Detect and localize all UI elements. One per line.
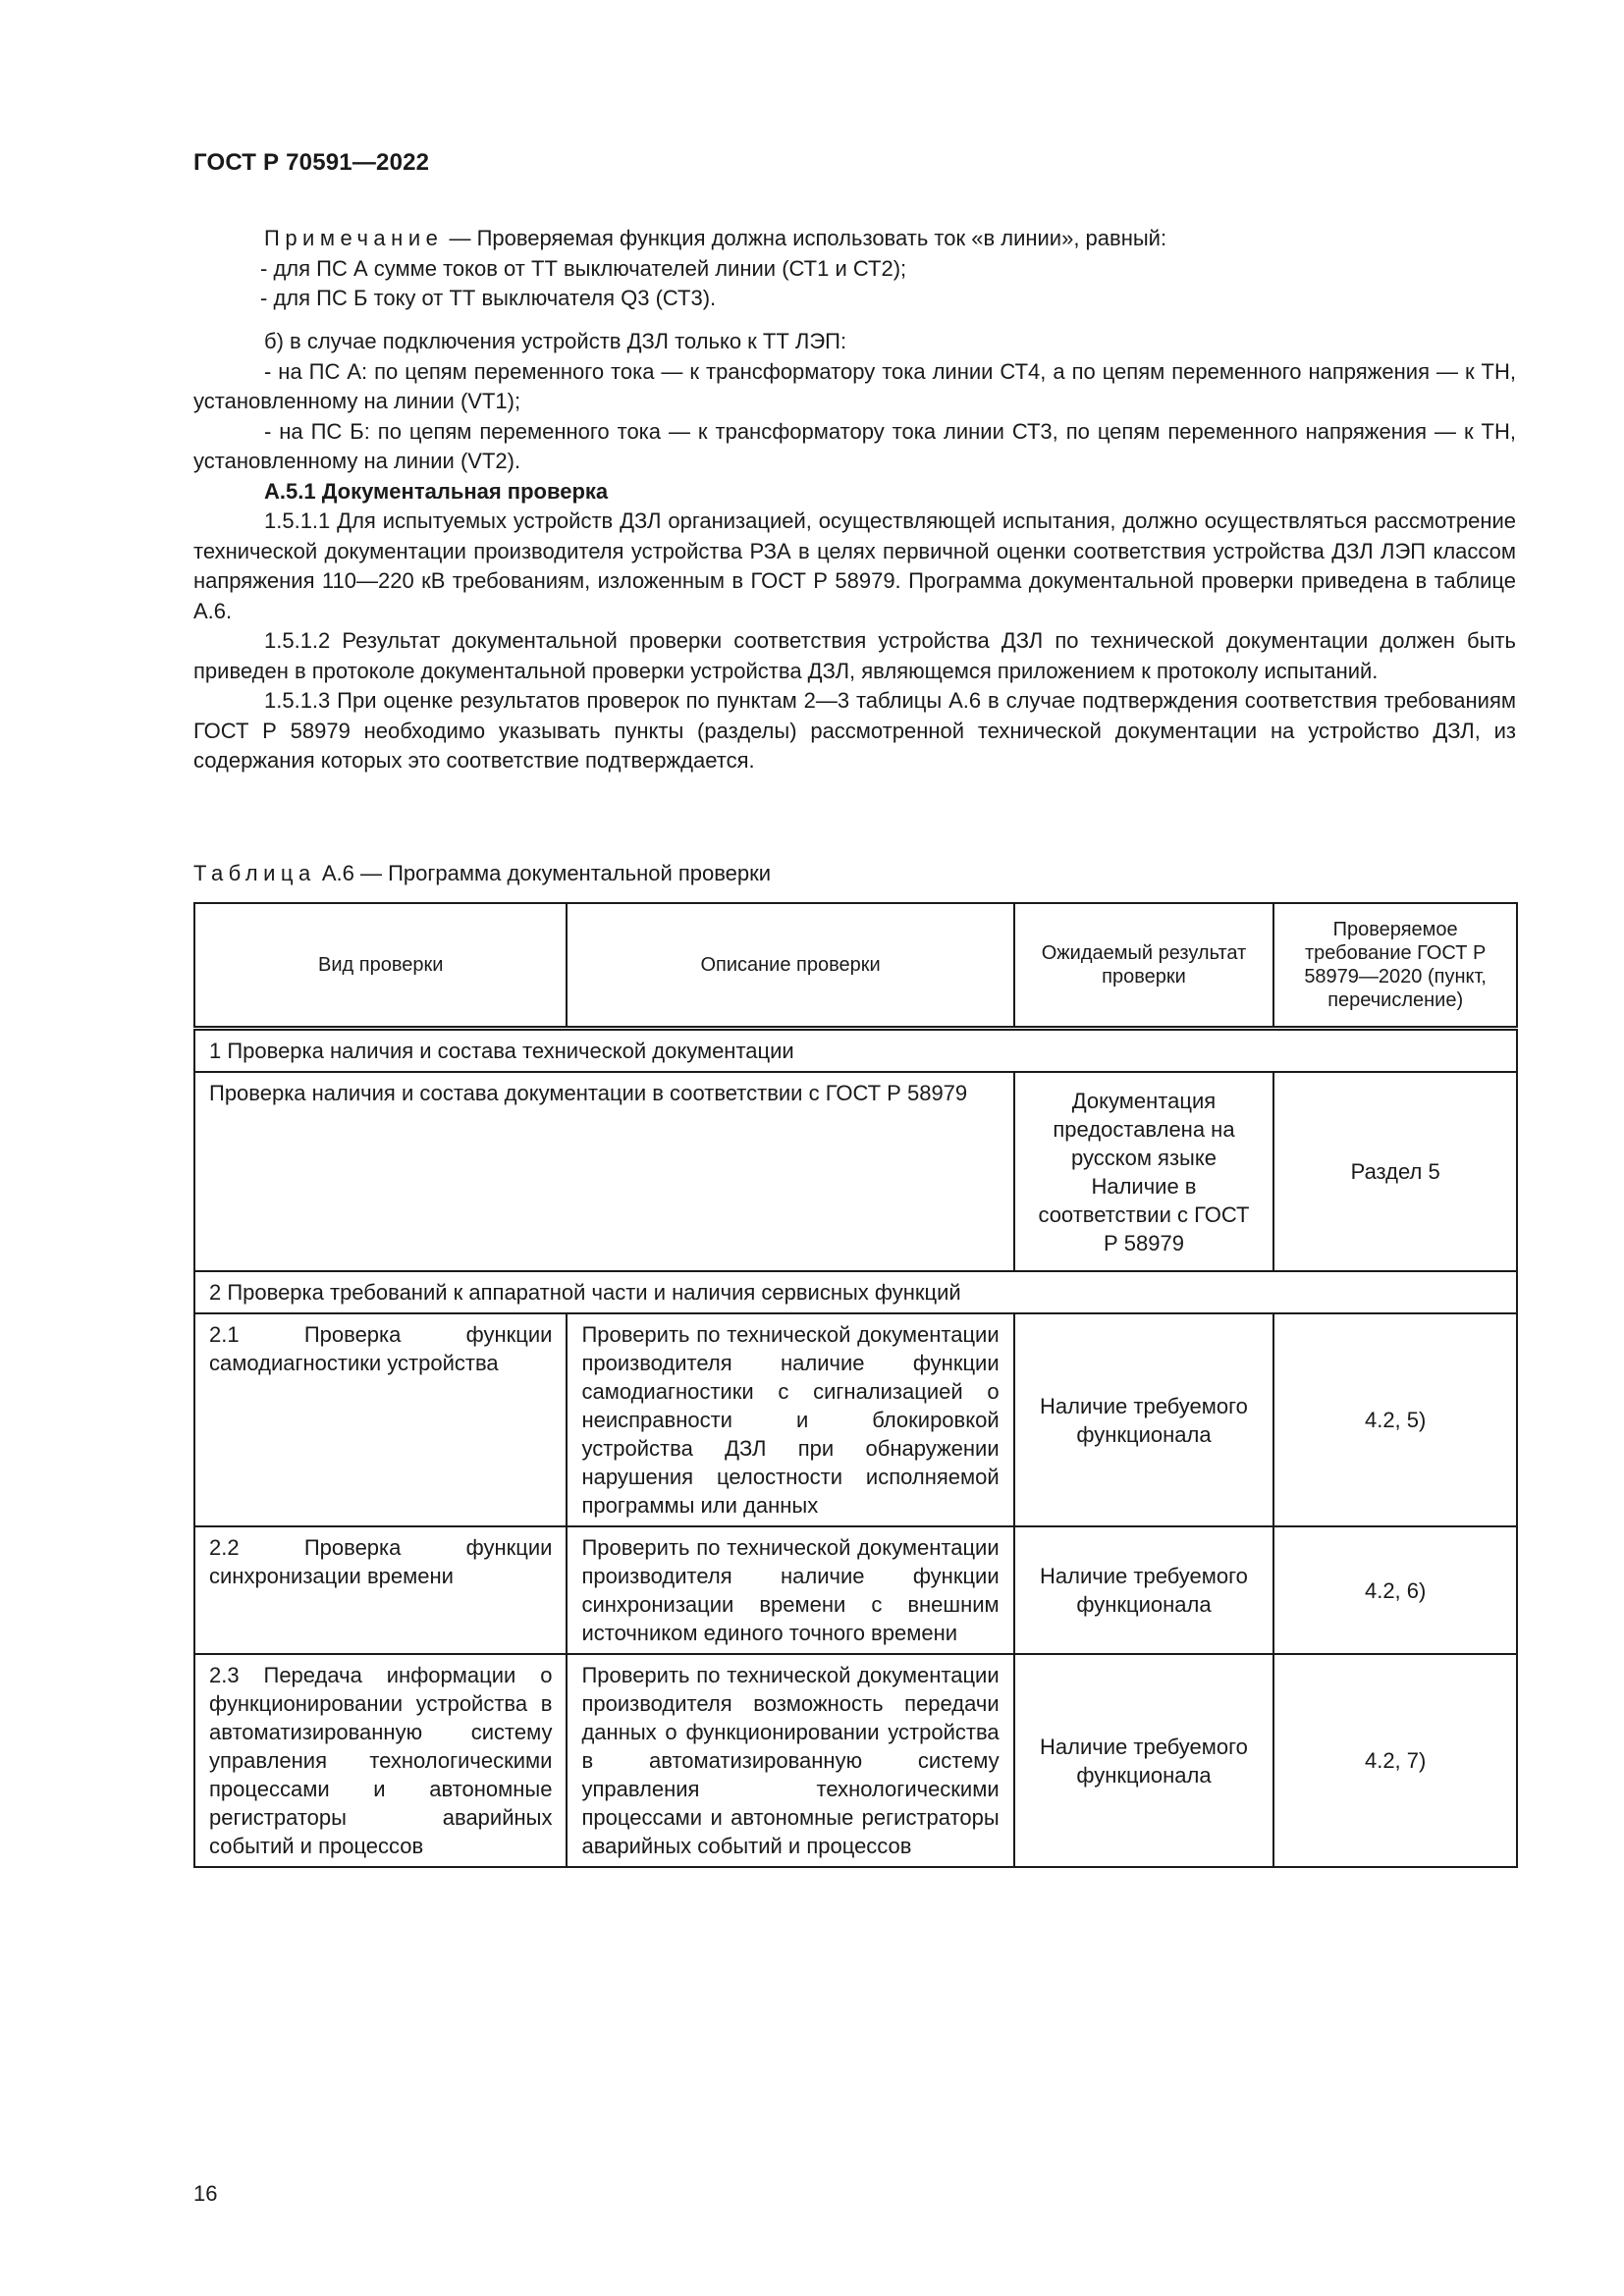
note-item-2: - для ПС Б току от ТТ выключателя Q3 (СТ3). bbox=[260, 286, 717, 310]
header-expected-result: Ожидаемый результат проверки bbox=[1014, 903, 1274, 1029]
note-text: — Проверяемая функция должна использовать ток «в линии», равный: bbox=[443, 226, 1167, 250]
row-2-1-description: Проверить по технической документации производителя наличие функции самодиагностики с сигнализацией о неисправности и блокировкой устройства ДЗЛ при обнаружении нарушения целостности исполняемой программы или данных bbox=[567, 1313, 1013, 1526]
table-caption bbox=[193, 861, 771, 886]
table-row bbox=[194, 1072, 1517, 1271]
section-2-title: 2 Проверка требований к аппаратной части и наличия сервисных функций bbox=[194, 1271, 1517, 1313]
row1-check: Проверка наличия и состава документации в соответствии с ГОСТ Р 58979 bbox=[194, 1072, 1014, 1271]
paragraph-1-5-1-2: 1.5.1.2 Результат документальной проверки соответствия устройства ДЗЛ по технической документации должен быть приведен в протоколе документальной проверки устройства ДЗЛ, являющемся приложением к протоколу испытаний. bbox=[193, 628, 1516, 683]
row1-requirement: Раздел 5 bbox=[1273, 1072, 1517, 1271]
section-row bbox=[194, 1029, 1517, 1073]
section-heading: А.5.1 Документальная проверка bbox=[264, 478, 609, 504]
row-2-2-check: 2.2 Проверка функции синхронизации времени bbox=[194, 1526, 567, 1654]
header-check-type: Вид проверки bbox=[194, 903, 567, 1029]
document-header: ГОСТ Р 70591—2022 bbox=[193, 149, 430, 176]
row-2-2-requirement: 4.2, 6) bbox=[1273, 1526, 1517, 1654]
b-intro: б) в случае подключения устройств ДЗЛ только к ТТ ЛЭП: bbox=[264, 329, 847, 353]
row-2-1-requirement: 4.2, 5) bbox=[1273, 1313, 1517, 1526]
table-caption-text: А.6 — Программа документальной проверки bbox=[315, 861, 772, 885]
table-caption-label: Таблица bbox=[193, 861, 316, 885]
table-row bbox=[194, 1526, 1517, 1654]
b-item-2: - на ПС Б: по цепям переменного тока — к трансформатору тока линии СТ3, по цепям переменного напряжения — к ТН, установленному на линии (VT2). bbox=[193, 418, 1516, 473]
table-row bbox=[194, 1313, 1517, 1526]
row-2-2-result: Наличие требуемого функционала bbox=[1014, 1526, 1274, 1654]
paragraph-1-5-1-3: 1.5.1.3 При оценке результатов проверок по пунктам 2—3 таблицы А.6 в случае подтверждения соответствия требованиям ГОСТ Р 58979 необходимо указывать пункты (разделы) рассмотренной технической документации на устройство ДЗЛ, из содержания которых это соответствие подтверждается. bbox=[193, 688, 1516, 773]
row-2-1-result: Наличие требуемого функционала bbox=[1014, 1313, 1274, 1526]
row-2-3-description: Проверить по технической документации производителя возможность передачи данных о функционировании устройства в автоматизированную систему управления технологическими процессами и автономные регистраторы аварийных событий и процессов bbox=[567, 1654, 1013, 1867]
section-1-title: 1 Проверка наличия и состава технической документации bbox=[194, 1029, 1517, 1073]
body-text bbox=[193, 327, 1516, 776]
row-2-3-requirement: 4.2, 7) bbox=[1273, 1654, 1517, 1867]
note-line bbox=[193, 224, 1516, 254]
row-2-2-description: Проверить по технической документации производителя наличие функции синхронизации времени с внешним источником единого точного времени bbox=[567, 1526, 1013, 1654]
row-2-3-check: 2.3 Передача информации о функционировании устройства в автоматизированную систему управления технологическими процессами и автономные регистраторы аварийных событий и процессов bbox=[194, 1654, 567, 1867]
header-description: Описание проверки bbox=[567, 903, 1013, 1029]
table-row bbox=[194, 1654, 1517, 1867]
note-item-1: - для ПС А сумме токов от ТТ выключателей линии (СТ1 и СТ2); bbox=[260, 255, 907, 281]
paragraph-1-5-1-1: 1.5.1.1 Для испытуемых устройств ДЗЛ организацией, осуществляющей испытания, должно осуществляться рассмотрение технической документации производителя устройства РЗА в целях первичной оценки соответствия устройства ДЗЛ ЛЭП классом напряжения 110—220 кВ требованиям, изложенным в ГОСТ Р 58979. Программа документальной проверки приведена в таблице А.6. bbox=[193, 508, 1516, 623]
table-header-row bbox=[194, 903, 1517, 1029]
page-number: 16 bbox=[193, 2181, 218, 2206]
row-2-1-check: 2.1 Проверка функции самодиагностики устройства bbox=[194, 1313, 567, 1526]
note-block bbox=[193, 224, 1516, 314]
note-label: Примечание bbox=[264, 226, 444, 250]
documentary-check-table bbox=[193, 902, 1518, 1868]
row1-result: Документация предоставлена на русском языке Наличие в соответствии с ГОСТ Р 58979 bbox=[1014, 1072, 1274, 1271]
header-requirement: Проверяемое требование ГОСТ Р 58979—2020 (пункт, перечисление) bbox=[1273, 903, 1517, 1029]
section-row bbox=[194, 1271, 1517, 1313]
b-item-1: - на ПС А: по цепям переменного тока — к трансформатору тока линии СТ4, а по цепям переменного напряжения — к ТН, установленному на линии (VT1); bbox=[193, 358, 1516, 413]
row-2-3-result: Наличие требуемого функционала bbox=[1014, 1654, 1274, 1867]
